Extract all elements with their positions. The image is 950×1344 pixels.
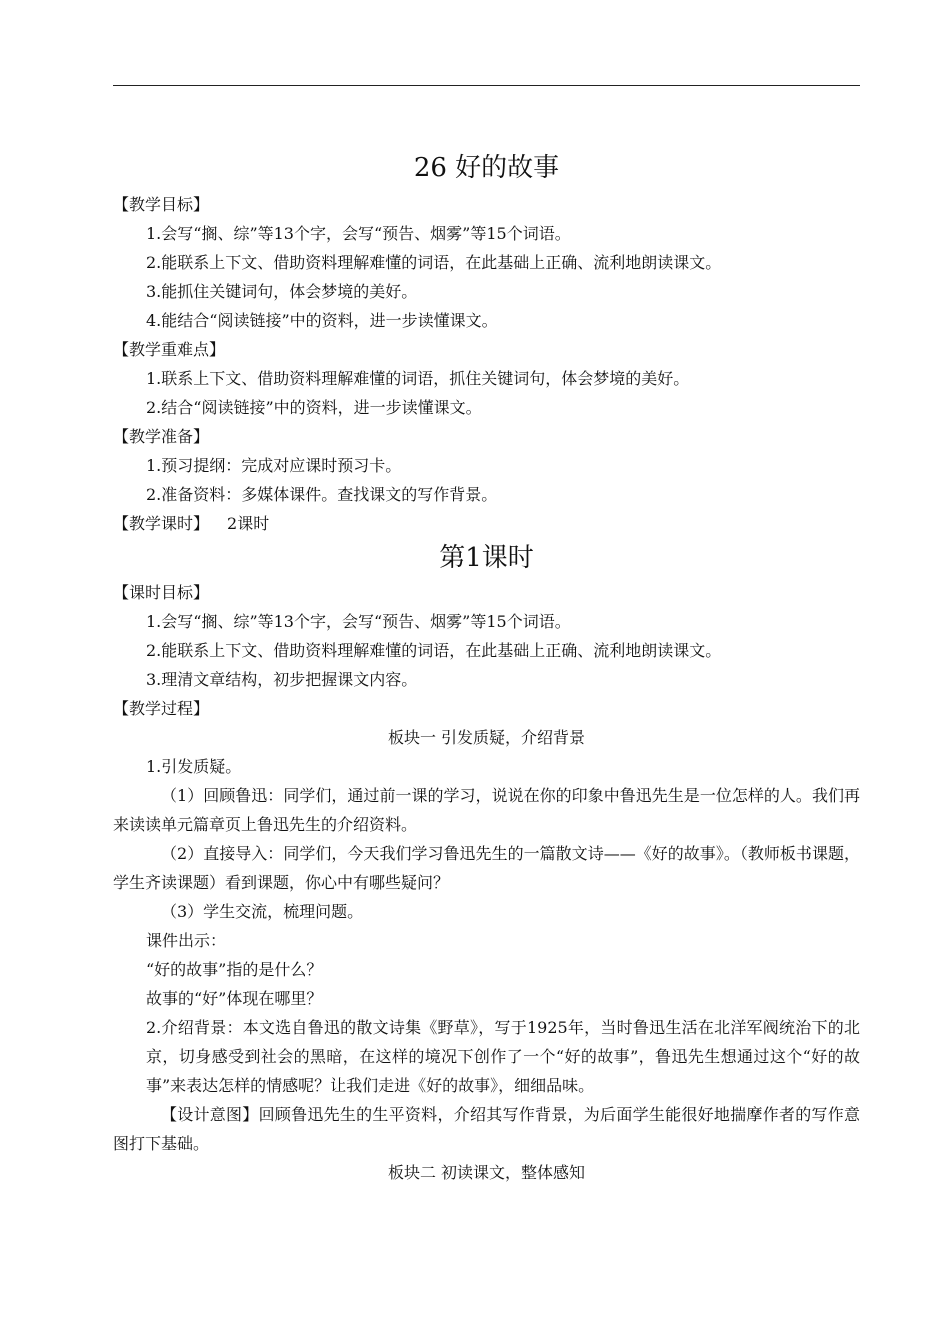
lesson-goal-item: 3.理清文章结构，初步把握课文内容。: [146, 670, 418, 689]
key-point-item: 1.联系上下文、借助资料理解难懂的词语，抓住关键词句，体会梦境的美好。: [146, 369, 690, 388]
lesson-title: 第1课时: [439, 543, 534, 573]
step-1-3: （3）学生交流，梳理问题。: [161, 902, 364, 921]
lesson-goal-item: 1.会写“搁、综”等13个字，会写“预告、烟雾”等15个词语。: [146, 612, 571, 631]
step-1-1: （1）回顾鲁迅：同学们，通过前一课的学习，说说在你的印象中鲁迅先生是一位怎样的人。我们再来读读单元篇章页上鲁迅先生的介绍资料。: [113, 786, 860, 834]
page-title: 26 好的故事: [413, 153, 560, 183]
block1-title: 板块一 引发质疑，介绍背景: [387, 728, 586, 747]
hours-value: 2课时: [227, 514, 270, 533]
key-point-item: 2.结合“阅读链接”中的资料，进一步读懂课文。: [146, 398, 482, 417]
courseware-label: 课件出示：: [146, 931, 227, 950]
step-2: 2.介绍背景：本文选自鲁迅的散文诗集《野草》，写于1925年，当时鲁迅生活在北洋军阀统治下的北京，切身感受到社会的黑暗，在这样的境况下创作了一个“好的故事”，鲁迅先生想通过这个“好的故事”来表达怎样的情感呢？让我们走进《好的故事》，细细品味。: [146, 1018, 860, 1095]
step-1: 1.引发质疑。: [146, 757, 242, 776]
question-1: “好的故事”指的是什么？: [146, 960, 323, 979]
prep-heading: 【教学准备】: [113, 427, 210, 446]
hours-heading: 【教学课时】: [113, 514, 210, 533]
goal-item: 2.能联系上下文、借助资料理解难懂的词语，在此基础上正确、流利地朗读课文。: [146, 253, 722, 272]
process-heading: 【教学过程】: [113, 699, 210, 718]
goal-item: 1.会写“搁、综”等13个字，会写“预告、烟雾”等15个词语。: [146, 224, 571, 243]
goal-item: 4.能结合“阅读链接”中的资料，进一步读懂课文。: [146, 311, 498, 330]
design-note: 【设计意图】回顾鲁迅先生的生平资料，介绍其写作背景，为后面学生能很好地揣摩作者的写作意图打下基础。: [113, 1105, 860, 1153]
lesson-goals-heading: 【课时目标】: [113, 583, 210, 602]
step-1-2: （2）直接导入：同学们，今天我们学习鲁迅先生的一篇散文诗——《好的故事》。（教师板书课题，学生齐读课题）看到课题，你心中有哪些疑问？: [113, 844, 860, 892]
prep-item: 2.准备资料：多媒体课件。查找课文的写作背景。: [146, 485, 498, 504]
question-2: 故事的“好”体现在哪里？: [146, 989, 323, 1008]
prep-item: 1.预习提纲：完成对应课时预习卡。: [146, 456, 402, 475]
goal-item: 3.能抓住关键词句，体会梦境的美好。: [146, 282, 418, 301]
block2-title: 板块二 初读课文，整体感知: [387, 1163, 586, 1182]
goals-heading: 【教学目标】: [113, 195, 210, 214]
lesson-goal-item: 2.能联系上下文、借助资料理解难懂的词语，在此基础上正确、流利地朗读课文。: [146, 641, 722, 660]
document-page: [113, 148, 860, 1187]
hours-line: [113, 509, 860, 538]
key-points-heading: 【教学重难点】: [113, 340, 226, 359]
header-rule: [113, 85, 860, 86]
